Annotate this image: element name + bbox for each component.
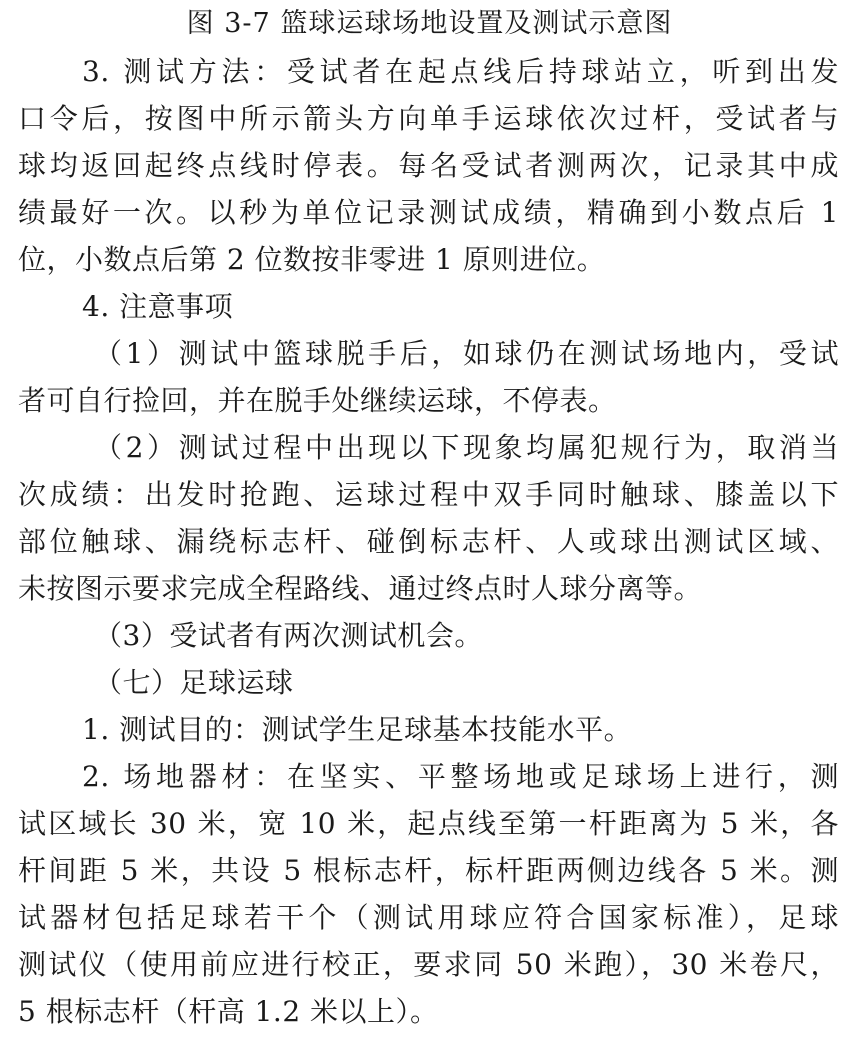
paragraph-line: 者可自行捡回，并在脱手处继续运球，不停表。: [18, 384, 617, 417]
paragraph-line: （2）测试过程中出现以下现象均属犯规行为，取消当: [94, 431, 839, 464]
paragraph-line: 口令后，按图中所示箭头方向单手运球依次过杆，受试者与: [18, 102, 839, 135]
paragraph-line: （3）受试者有两次测试机会。: [94, 619, 483, 652]
paragraph-line: 球均返回起终点线时停表。每名受试者测两次，记录其中成: [18, 149, 839, 182]
paragraph-line: 绩最好一次。以秒为单位记录测试成绩，精确到小数点后 1: [18, 196, 839, 229]
paragraph-line: 1. 测试目的：测试学生足球基本技能水平。: [82, 713, 633, 746]
paragraph-line: 部位触球、漏绕标志杆、碰倒标志杆、人或球出测试区域、: [18, 525, 839, 558]
section-heading: （七）足球运球: [94, 666, 294, 699]
paragraph-line: 2. 场地器材：在坚实、平整场地或足球场上进行，测: [82, 760, 839, 793]
paragraph-line: 次成绩：出发时抢跑、运球过程中双手同时触球、膝盖以下: [18, 478, 839, 511]
paragraph-line: 测试仪（使用前应进行校正，要求同 50 米跑），30 米卷尺，: [18, 948, 839, 981]
paragraph-line: 试器材包括足球若干个（测试用球应符合国家标准），足球: [18, 901, 839, 934]
paragraph-line: （1）测试中篮球脱手后，如球仍在测试场地内，受试: [94, 337, 839, 370]
paragraph-line: 杆间距 5 米，共设 5 根标志杆，标杆距两侧边线各 5 米。测: [18, 854, 839, 887]
paragraph-line: 5 根标志杆（杆高 1.2 米以上）。: [18, 995, 439, 1028]
section-heading: 4. 注意事项: [82, 290, 234, 323]
paragraph-line: 试区域长 30 米，宽 10 米，起点线至第一杆距离为 5 米，各: [18, 807, 839, 840]
paragraph-line: 3. 测试方法：受试者在起点线后持球站立，听到出发: [82, 55, 839, 88]
paragraph-line: 位，小数点后第 2 位数按非零进 1 原则进位。: [18, 243, 606, 276]
figure-caption: 图 3-7 篮球运球场地设置及测试示意图: [186, 8, 673, 39]
paragraph-line: 未按图示要求完成全程路线、通过终点时人球分离等。: [18, 572, 703, 605]
